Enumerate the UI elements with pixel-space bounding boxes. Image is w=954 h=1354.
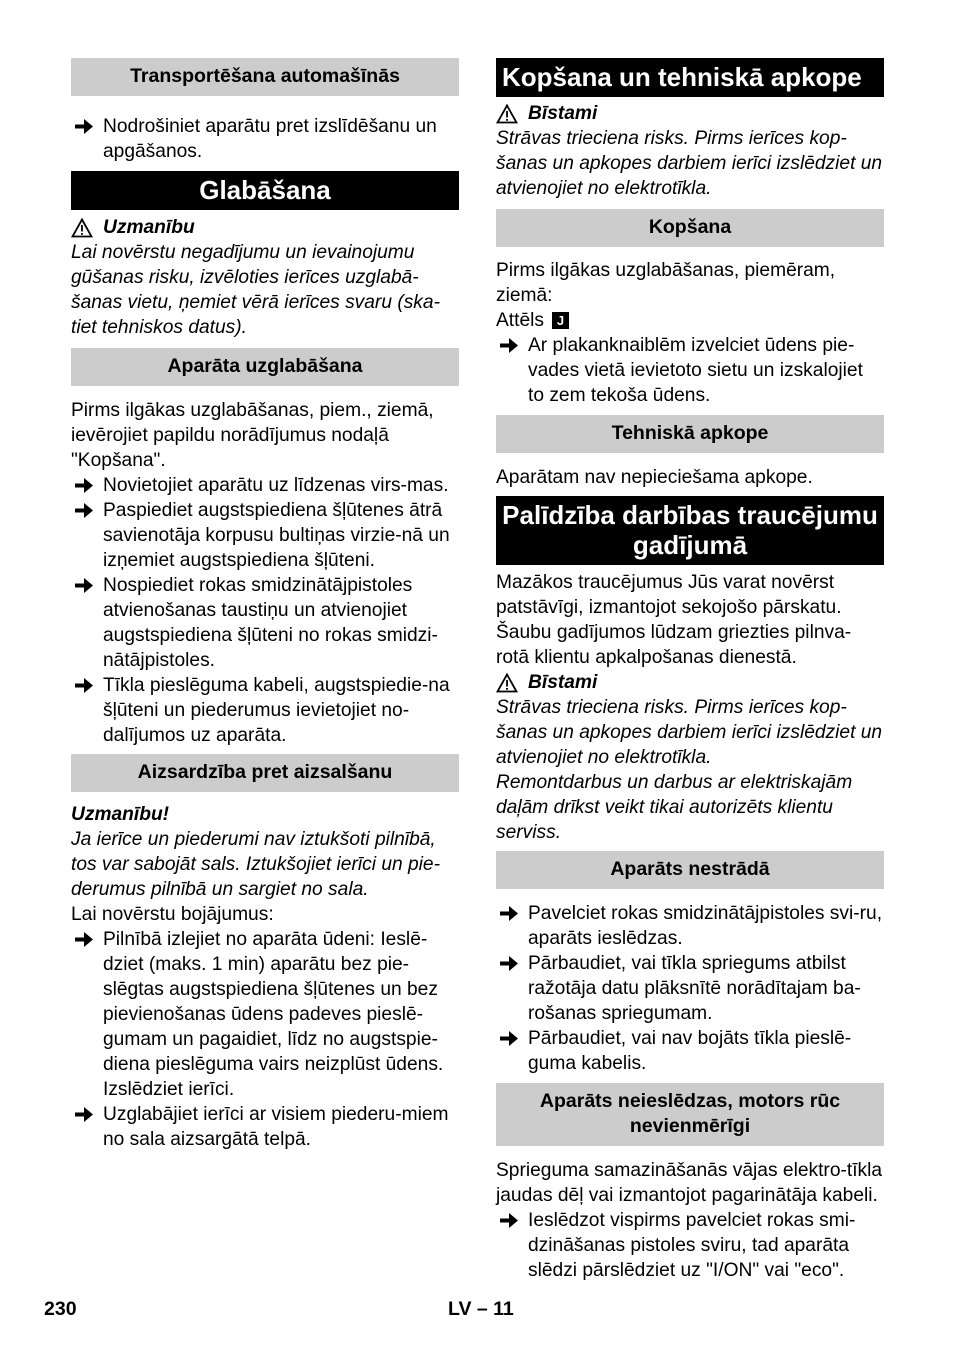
section-heading-frost: Aizsardzība pret aizsalšanu xyxy=(71,754,459,792)
list-item xyxy=(71,498,459,573)
list-item xyxy=(496,1208,884,1283)
section-heading-not-working: Aparāts nestrādā xyxy=(496,851,884,889)
arrow-right-icon xyxy=(498,901,520,926)
list-item-text: Pārbaudiet, vai nav bojāts tīkla pieslē-guma kabelis. xyxy=(528,1028,852,1074)
list-item-text: Pārbaudiet, vai tīkla spriegums atbilst ražotāja datu plāksnītē norādītajam ba-rošanas spriegumam. xyxy=(528,953,861,1024)
warning-text: Lai novērstu negadījumu un ievainojumu gūšanas risku, izvēloties ierīces uzglabā-šanas vietu, ņemiet vērā ierīces svaru (ska-tiet tehniskos datus). xyxy=(71,242,440,338)
troubleshooting-warning xyxy=(496,670,884,845)
device-storage-intro: Pirms ilgākas uzglabāšanas, piem., ziemā, ievērojiet papildu norādījumus nodaļā "Kopšana". xyxy=(71,400,434,471)
arrow-right-icon xyxy=(73,1102,95,1127)
page-number: 230 xyxy=(44,1298,77,1320)
list-item-text: Novietojiet aparātu uz līdzenas virs-mas. xyxy=(103,475,449,496)
warning-text: Strāvas trieciena risks. Pirms ierīces kop-šanas un apkopes darbiem ierīci izslēdziet un atvienojiet no elektrotīkla. xyxy=(496,128,883,199)
storage-warning xyxy=(71,215,459,340)
warning-triangle-icon xyxy=(496,673,518,693)
maintenance-text: Aparātam nav nepieciešama apkope. xyxy=(496,467,813,488)
list-item-text: Nospiediet rokas smidzinātājpistoles atvienošanas taustiņu un atvienojiet augstspiediena šļūteni no rokas smidzi-nātājpistoles. xyxy=(103,575,438,671)
warning-text: Ja ierīce un piederumi nav iztukšoti pilnībā, tos var sabojāt sals. Iztukšojiet ierīci un pie-derumus pilnībā un sargiet no sala. xyxy=(71,829,440,900)
care-warning xyxy=(496,101,884,201)
arrow-right-icon xyxy=(73,498,95,523)
list-item-text: Tīkla pieslēguma kabeli, augstspiedie-na šļūteni un piederumus ievietojiet no-dalījumos uz aparāta. xyxy=(103,675,450,746)
arrow-right-icon xyxy=(73,473,95,498)
warning-triangle-icon xyxy=(496,104,518,124)
troubleshooting-intro: Mazākos traucējumus Jūs varat novērst patstāvīgi, izmantojot sekojošo pārskatu. Šaubu gadījumos lūdzam griezties pilnva-rotā klientu apkalpošanas dienestā. xyxy=(496,572,852,668)
frost-list xyxy=(71,927,459,1152)
list-item-text: Pavelciet rokas smidzinātājpistoles svi-ru, aparāts ieslēdzas. xyxy=(528,903,883,949)
cleaning-intro: Pirms ilgākas uzglabāšanas, piemēram, ziemā: xyxy=(496,260,836,306)
list-item-text: Ar plakanknaiblēm izvelciet ūdens pie-vades vietā ievietoto sietu un izskalojiet to zem tekoša ūdens. xyxy=(528,335,863,406)
list-item xyxy=(496,1026,884,1076)
arrow-right-icon xyxy=(498,1208,520,1233)
frost-warning xyxy=(71,802,459,902)
arrow-right-icon xyxy=(498,1026,520,1051)
arrow-right-icon xyxy=(73,114,95,139)
frost-intro: Lai novērstu bojājumus: xyxy=(71,904,274,925)
list-item-text: Paspiediet augstspiediena šļūtenes ātrā savienotāja korpusu bultiņas virzie-nā un izņemiet augstspiediena šļūteni. xyxy=(103,500,450,571)
list-item xyxy=(496,951,884,1026)
warning-title: Bīstami xyxy=(496,670,884,695)
warning-title: Uzmanību! xyxy=(71,804,170,825)
right-column xyxy=(496,58,884,1283)
arrow-right-icon xyxy=(73,673,95,698)
warning-triangle-icon xyxy=(71,218,93,238)
section-heading-storage: Glabāšana xyxy=(71,171,459,210)
list-item xyxy=(71,673,459,748)
list-item xyxy=(71,1102,459,1152)
not-working-list xyxy=(496,901,884,1076)
section-heading-transport: Transportēšana automašīnās xyxy=(71,58,459,96)
arrow-right-icon xyxy=(498,333,520,358)
left-column xyxy=(71,58,459,1152)
arrow-right-icon xyxy=(73,573,95,598)
warning-text: Strāvas trieciena risks. Pirms ierīces kop-šanas un apkopes darbiem ierīci izslēdziet un atvienojiet no elektrotīkla. xyxy=(496,697,883,768)
section-heading-care: Kopšana un tehniskā apkope xyxy=(496,58,884,97)
section-heading-device-storage: Aparāta uzglabāšana xyxy=(71,348,459,386)
arrow-right-icon xyxy=(73,927,95,952)
list-item xyxy=(71,473,459,498)
list-item-text: Nodrošiniet aparātu pret izslīdēšanu un apgāšanos. xyxy=(103,116,437,162)
section-heading-maintenance: Tehniskā apkope xyxy=(496,415,884,453)
list-item-text: Uzglabājiet ierīci ar visiem piederu-miem no sala aizsargātā telpā. xyxy=(103,1104,449,1150)
not-starting-intro: Sprieguma samazināšanās vājas elektro-tīkla jaudas dēļ vai izmantojot pagarinātāja kabeli. xyxy=(496,1160,883,1206)
list-item xyxy=(496,901,884,951)
figure-badge: J xyxy=(552,312,569,329)
warning-title: Uzmanību xyxy=(71,215,459,240)
warning-title: Bīstami xyxy=(496,101,884,126)
section-heading-cleaning: Kopšana xyxy=(496,209,884,247)
list-item xyxy=(71,114,459,164)
list-item-text: Pilnībā izlejiet no aparāta ūdeni: Ieslē-dziet (maks. 1 min) aparātu bez pie-slēgtas augstspiediena šļūtenes un bez pievienošanas ūdens padeves pieslē-gumam un pagaidiet, līdz no augstspie-diena pieslēguma vairs neizplūst ūdens. Izslēdziet ierīci. xyxy=(103,929,444,1100)
list-item xyxy=(496,333,884,408)
page-label: LV – 11 xyxy=(448,1298,514,1320)
warning-text-2: Remontdarbus un darbus ar elektriskajām daļām drīkst veikt tikai autorizēts klientu serviss. xyxy=(496,772,853,843)
section-heading-troubleshooting: Palīdzība darbības traucējumu gadījumā xyxy=(496,496,884,565)
list-item-text: Ieslēdzot vispirms pavelciet rokas smi-dzināšanas pistoles sviru, tad aparāta slēdzi pārslēdziet uz "I/ON" vai "eco". xyxy=(528,1210,856,1281)
device-storage-list xyxy=(71,473,459,748)
arrow-right-icon xyxy=(498,951,520,976)
section-heading-not-starting: Aparāts neieslēdzas, motors rūc nevienmērīgi xyxy=(496,1083,884,1146)
list-item xyxy=(71,927,459,1102)
figure-reference: Attēls J xyxy=(496,308,884,333)
transport-list xyxy=(71,114,459,164)
not-starting-list xyxy=(496,1208,884,1283)
cleaning-list xyxy=(496,333,884,408)
list-item xyxy=(71,573,459,673)
